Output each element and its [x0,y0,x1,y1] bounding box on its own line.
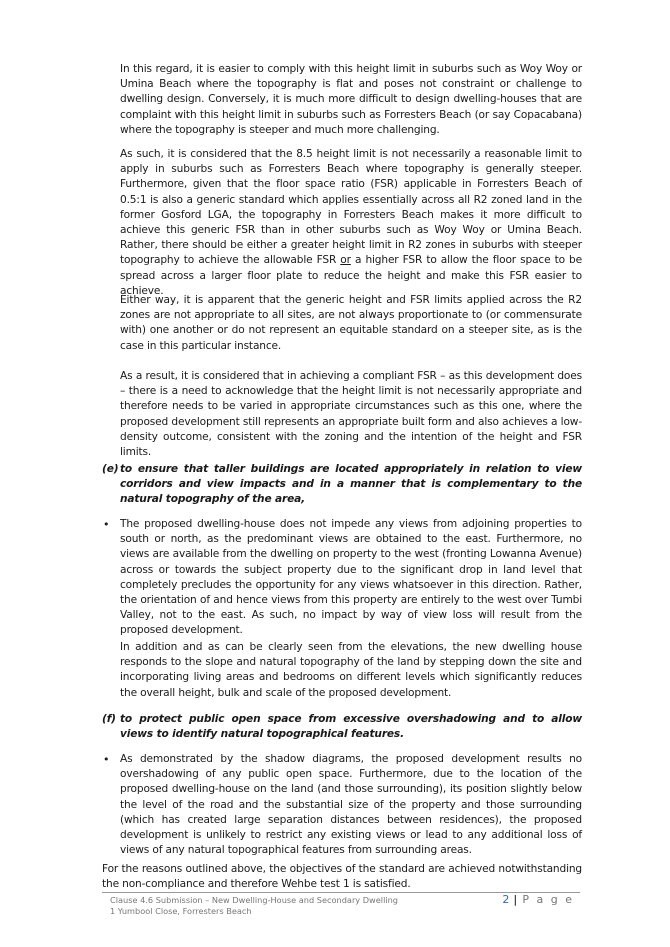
paragraph-text-start: As such, it is considered that the 8.5 height limit is not necessarily a reasonable limit to apply in suburbs such as Forresters Beach where topography is generally steeper. Furthermore, given that the floor space ratio (FSR) applicable in Forresters Beach of 0.5:1 is also a generic standard which applies essentially across all R2 zoned land in the former Gosford LGA, the topography in Forresters Beach makes it more difficult to achieve this generic FSR than in other suburbs such as Woy Woy or Umina Beach. Rather, there should be either a greater height limit in R2 zones in suburbs with steeper topography to achieve the allowable FSR [120,148,582,267]
paragraph-topography-comparison: In this regard, it is easier to comply with this height limit in suburbs such as Woy Woy or Umina Beach where the topography is flat and poses not constraint or challenge to dwelling design. Conversely, it is much more difficult to design dwelling-houses that are complaint with this height limit in suburbs such as Forresters Beach (or say Copacabana) where the topography is steeper and much more challenging. [120,63,582,136]
paragraph-compliant-fsr: As a result, it is considered that in achieving a compliant FSR – as this development does – there is a need to acknowledge that the height limit is not necessarily appropriate and therefore needs to be varied in appropriate circumstances such as this one, where the proposed development still represents an appropriate built form and also achieves a low-density outcome, consistent with the zoning and the intention of the height and FSR limits. [120,370,582,459]
bullet-point-e: • [103,518,110,531]
paragraph-conclusion: For the reasons outlined above, the objectives of the standard are achieved notwithstanding the non-compliance and therefore Wehbe test 1 is satisfied. [102,863,582,891]
footer-page-indicator [502,893,574,906]
paragraph-text-end: a higher FSR to allow the floor space to be spread across a larger floor plate to reduce the height and make this FSR easier to achieve. [120,254,582,297]
bullet-point-f: • [103,753,110,766]
page-label: P a g e [522,893,574,906]
underlined-or: or [340,254,351,267]
footer-document-title [110,895,398,917]
paragraph-view-impacts: The proposed dwelling-house does not impede any views from adjoining properties to south or north, as the predominant views are obtained to the east. Furthermore, no views are available from the dwelling on property to the west (fronting Lowanna Avenue) across or towards the subject property due to the significant drop in land level that completely precludes the opportunity for any views whatsoever in this direction. Rather, the orientation of and hence views from this property are entirely to the west over Tumbi Valley, not to the east. As such, no impact by way of view loss will result from the proposed development. [120,518,582,637]
paragraph-overshadowing: As demonstrated by the shadow diagrams, the proposed development results no overshadowing of any public open space. Furthermore, due to the location of the proposed dwelling-house on the land (and those surrounding), its position slightly below the level of the road and the substantial size of the property and those surrounding (which has created large separation distances between residences), the proposed development is unlikely to restrict any existing views or lead to any additional loss of views of any natural topographical features from surrounding areas. [120,753,582,857]
footer-address-line: 1 Yumbool Close, Forresters Beach [110,906,252,916]
objective-marker-f: (f) [102,713,116,725]
paragraph-height-limit-reasonableness [120,147,582,299]
objective-text-f: to protect public open space from excessive overshadowing and to allow views to identify natural topographical features. [120,713,582,741]
paragraph-generic-limits: Either way, it is apparent that the generic height and FSR limits applied across the R2 zones are not appropriate to all sites, are not always proportionate to (or commensurate with) one another or do not represent an equitable standard on a steeper site, as is the case in this particular instance. [120,294,582,352]
footer-title-line: Clause 4.6 Submission – New Dwelling-House and Secondary Dwelling [110,895,399,905]
paragraph-elevations: In addition and as can be clearly seen from the elevations, the new dwelling house responds to the slope and natural topography of the land by stepping down the site and incorporating living areas and bedrooms on different levels which significantly reduces the overall height, bulk and scale of the proposed development. [120,641,582,699]
objective-text-e: to ensure that taller buildings are located appropriately in relation to view corridors and view impacts and in a manner that is complementary to the natural topography of the area, [120,463,582,506]
objective-heading-f [102,712,582,742]
objective-marker-e: (e) [102,463,119,475]
page-separator: | [513,893,520,906]
page-number: 2 [502,893,512,906]
objective-heading-e [102,462,582,508]
